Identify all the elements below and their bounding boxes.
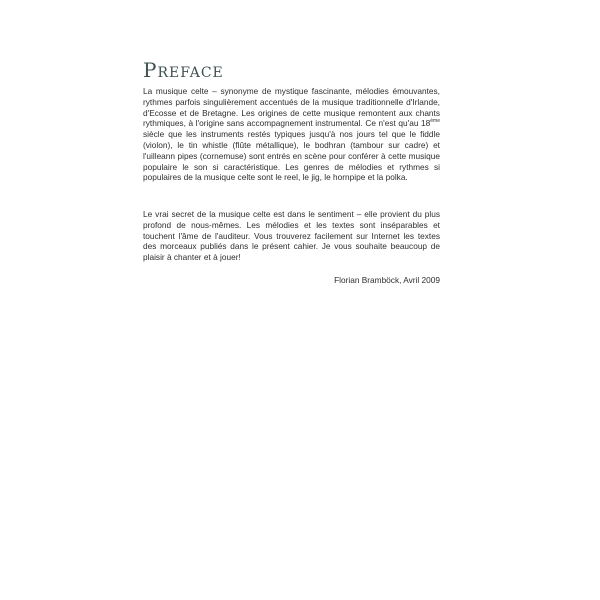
preface-paragraph-2: Le vrai secret de la musique celte est dans le sentiment – elle provient du plus profond de nous-mêmes. Les mélodies et les textes sont inséparables et touchent l'âme de l'auditeur. Vous trouverez facilement sur Internet les textes des morceaux publiés dans le présent cahier. Je vous souhaite beaucoup de plaisir à chanter et à jouer! — [143, 209, 440, 263]
paragraph-1-text-end: siècle que les instruments restés typiques jusqu'à nos jours tel que le fiddle (violon), le tin whistle (flûte métallique), le bodhran (tambour sur cadre) et l'uilleann pipes (cornemuse) sont entrés en scène pour conférer à cette musique populaire le son si caractéristique. Les genres de mélodies et rythmes si populaires de la musique celte sont le reel, le jig, le hornpipe et la polka. — [143, 129, 440, 183]
page-title: Preface — [143, 58, 224, 82]
paragraph-1-text-start: La musique celte – synonyme de mystique fascinante, mélodies émouvantes, rythmes parfois singulièrement accentués de la musique traditionnelle d'Irlande, d'Ecosse et de Bretagne. Les origines de cette musique remontent aux chants rythmiques, à l'origine sans accompagnement instrumental. Ce n'est qu'au 18 — [143, 86, 440, 129]
century-superscript: ème — [430, 118, 440, 125]
preface-paragraph-1 — [143, 86, 440, 183]
author-signature: Florian Bramböck, Avril 2009 — [334, 275, 440, 285]
